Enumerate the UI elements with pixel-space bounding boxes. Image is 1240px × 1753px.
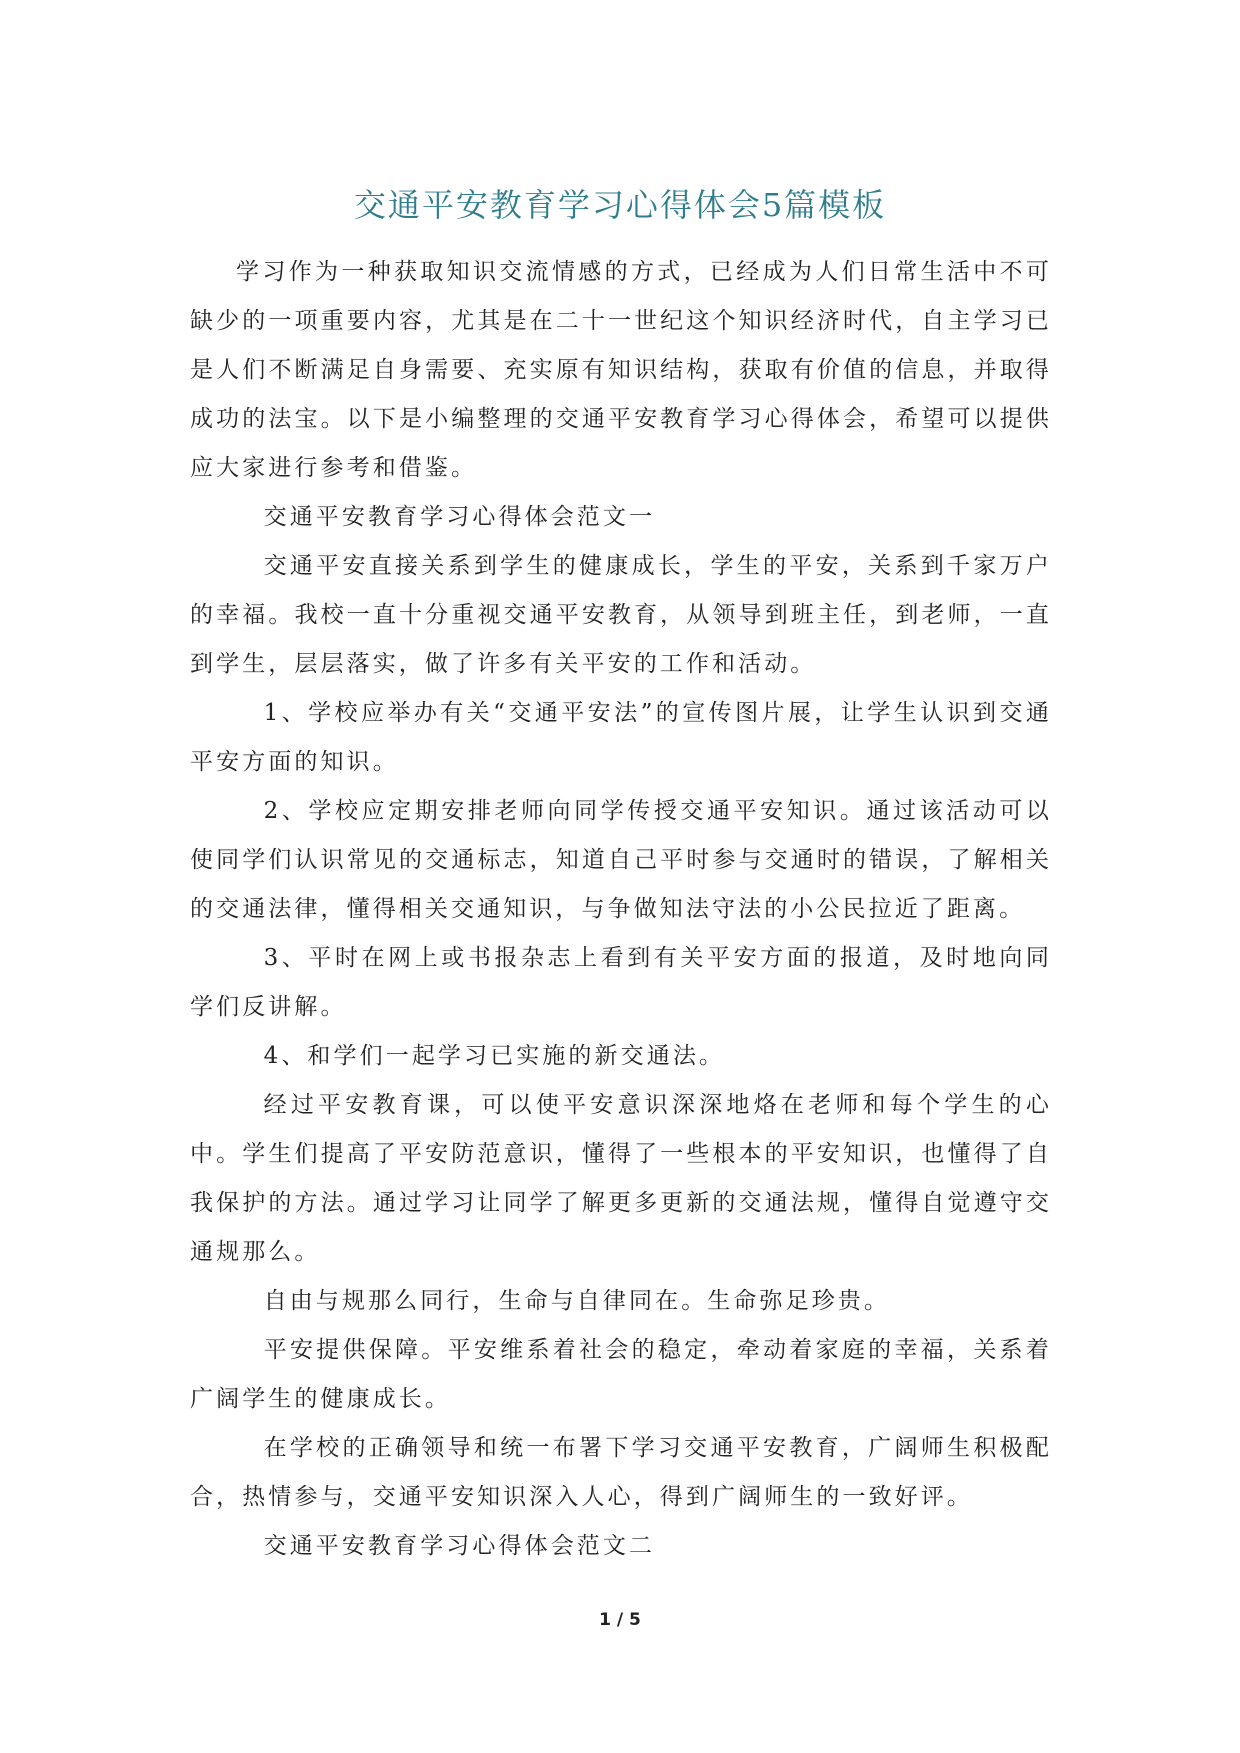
section-heading-1: 交通平安教育学习心得体会范文一 xyxy=(263,504,656,530)
list-item-2: 2、学校应定期安排老师向同学传授交通平安知识。通过该活动可以使同学们认识常见的交通标志，知道自己平时参与交通时的错误，了解相关的交通法律，懂得相关交通知识，与争做知法守法的小公民拉近了距离。 xyxy=(190,798,1052,922)
body-paragraph: 经过平安教育课，可以使平安意识深深地烙在老师和每个学生的心中。学生们提高了平安防范意识，懂得了一些根本的平安知识，也懂得了自我保护的方法。通过学习让同学了解更多更新的交通法规，懂得自觉遵守交通规那么。 xyxy=(190,1092,1052,1265)
list-item-1: 1、学校应举办有关“交通平安法”的宣传图片展，让学生认识到交通平安方面的知识。 xyxy=(190,700,1052,775)
section-heading-2: 交通平安教育学习心得体会范文二 xyxy=(263,1533,656,1559)
list-item-4: 4、和学们一起学习已实施的新交通法。 xyxy=(263,1043,726,1069)
body-paragraph: 自由与规那么同行，生命与自律同在。生命弥足珍贵。 xyxy=(263,1288,890,1314)
intro-paragraph: 学习作为一种获取知识交流情感的方式，已经成为人们日常生活中不可缺少的一项重要内容，尤其是在二十一世纪这个知识经济时代，自主学习已是人们不断满足自身需要、充实原有知识结构，获取有价值的信息，并取得成功的法宝。以下是小编整理的交通平安教育学习心得体会，希望可以提供应大家进行参考和借鉴。 xyxy=(190,259,1052,481)
document-title: 交通平安教育学习心得体会5篇模板 xyxy=(353,186,887,224)
body-paragraph: 在学校的正确领导和统一布署下学习交通平安教育，广阔师生积极配合，热情参与，交通平安知识深入人心，得到广阔师生的一致好评。 xyxy=(190,1435,1052,1510)
body-paragraph: 交通平安直接关系到学生的健康成长，学生的平安，关系到千家万户的幸福。我校一直十分重视交通平安教育，从领导到班主任，到老师，一直到学生，层层落实，做了许多有关平安的工作和活动。 xyxy=(190,553,1052,677)
page-number: 1 / 5 xyxy=(599,1610,641,1630)
document-body xyxy=(190,248,1052,1571)
list-item-3: 3、平时在网上或书报杂志上看到有关平安方面的报道，及时地向同学们反讲解。 xyxy=(190,945,1052,1020)
body-paragraph: 平安提供保障。平安维系着社会的稳定，牵动着家庭的幸福，关系着广阔学生的健康成长。 xyxy=(190,1337,1052,1412)
